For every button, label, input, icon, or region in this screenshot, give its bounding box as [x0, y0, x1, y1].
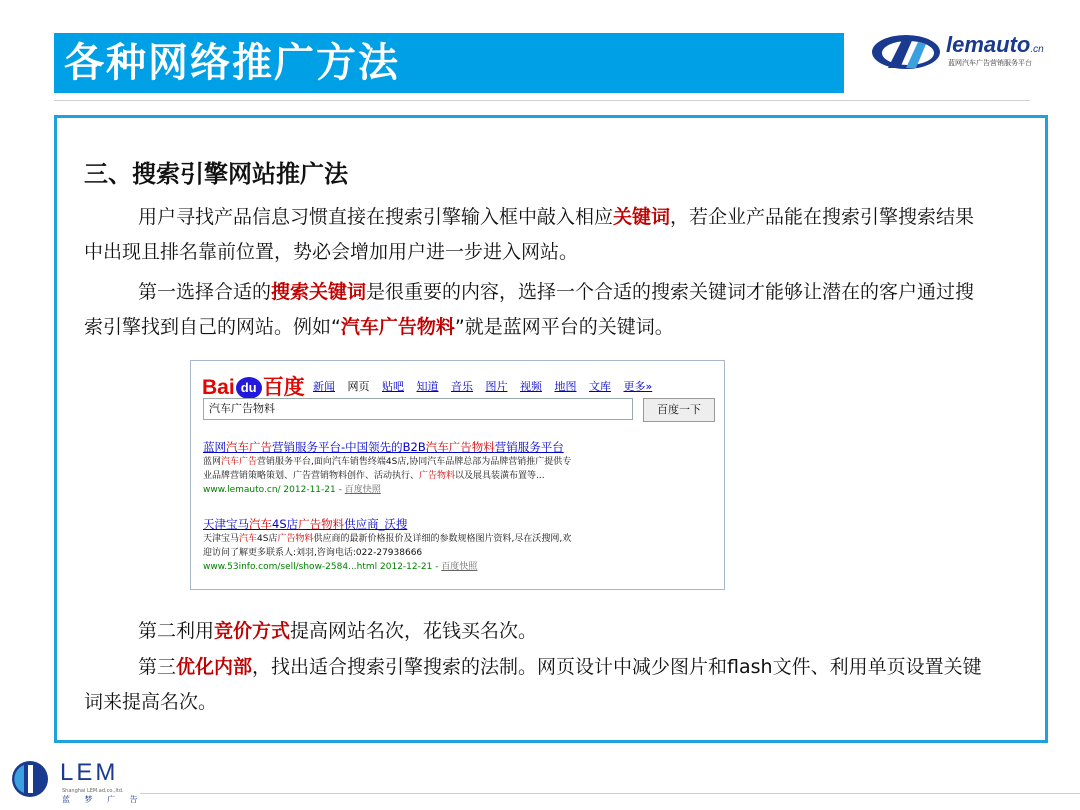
result-snippet: 业品牌营销策略策划、广告营销物料创作、活动执行、广告物料以及展具装潢布置等...: [203, 471, 545, 481]
lemauto-tagline: 蓝网汽车广告营销服务平台: [948, 59, 1032, 67]
highlight-search-keyword: 搜索关键词: [271, 281, 367, 303]
lemauto-logo: [870, 28, 1060, 78]
result-snippet: 天津宝马汽车4S店广告物料供应商的最新价格报价及详细的参数规格图片资料,尽在沃搜网,欢: [203, 534, 572, 544]
page-title: 各种网络推广方法: [64, 40, 400, 86]
search-result: [203, 516, 713, 574]
nav-tieba[interactable]: 贴吧: [382, 380, 404, 393]
lem-logo-icon: [10, 759, 50, 799]
title-bar: [54, 33, 844, 93]
result-title-link[interactable]: 蓝网汽车广告营销服务平台-中国领先的B2B汽车广告物料营销服务平台: [203, 440, 564, 454]
baidu-nav: [313, 378, 661, 394]
nav-web[interactable]: 网页: [347, 380, 370, 393]
search-result: [203, 439, 713, 497]
paragraph-keywords: 用户寻找产品信息习惯直接在搜索引擎输入框中敲入相应关键词，若企业产品能在搜索引擎搜索结果中出现且排名靠前位置，势必会增加用户进一步进入网站。: [84, 206, 975, 263]
search-button[interactable]: 百度一下: [643, 398, 715, 422]
baidu-logo: Bai du 百度: [202, 376, 305, 399]
result-snippet: 蓝网汽车广告营销服务平台,面向汽车销售终端4S店,协同汽车品牌总部为品牌营销推广提供专: [203, 457, 572, 467]
highlight-bidding: 竞价方式: [214, 620, 291, 642]
result-snippet: 迎访问了解更多联系人:刘羽,咨询电话:022-27938666: [203, 548, 423, 558]
lem-logo-text: LEM: [60, 759, 119, 786]
nav-music[interactable]: 音乐: [451, 380, 473, 393]
nav-images[interactable]: 图片: [485, 380, 508, 393]
nav-wenku[interactable]: 文库: [589, 380, 611, 393]
lem-logo-sub: Shanghai LEM.ad.co.,ltd.: [62, 788, 124, 794]
nav-news[interactable]: 新闻: [313, 380, 335, 393]
lem-logo: [10, 757, 144, 804]
result-title-link[interactable]: 天津宝马汽车4S店广告物料供应商_沃搜: [203, 517, 408, 531]
result-url: www.lemauto.cn/ 2012-11-21 - 百度快照: [203, 485, 381, 495]
paragraph-choose-keyword: 第一选择合适的搜索关键词是很重要的内容，选择一个合适的搜索关键词才能够让潜在的客户通过搜索引擎找到自己的网站。例如“汽车广告物料”就是蓝网平台的关键词。: [84, 281, 975, 338]
footer-divider: [140, 793, 1080, 794]
highlight-example-keyword: 汽车广告物料: [340, 316, 455, 338]
lemauto-logo-icon: [870, 28, 942, 72]
search-input[interactable]: 汽车广告物料: [203, 398, 633, 420]
lemauto-brand-name: lemauto.cn: [946, 32, 1044, 57]
result-url: www.53info.com/sell/show-2584...html 2012-12-21 - 百度快照: [203, 562, 478, 572]
paragraph-optimize: 第三优化内部，找出适合搜索引擎搜索的法制。网页设计中减少图片和flash文件、利用单页设置关键词来提高名次。: [84, 656, 982, 713]
nav-zhidao[interactable]: 知道: [416, 380, 439, 393]
highlight-optimize: 优化内部: [176, 656, 253, 678]
nav-map[interactable]: 地图: [554, 380, 577, 393]
cache-link[interactable]: 百度快照: [344, 485, 381, 495]
cache-link[interactable]: 百度快照: [441, 562, 478, 572]
lem-logo-cn: 蓝 梦 广 告: [62, 795, 144, 804]
title-divider: [54, 100, 1030, 101]
section-title: 三、搜索引擎网站推广法: [84, 160, 348, 188]
nav-more[interactable]: 更多»: [623, 380, 653, 393]
highlight-keyword: 关键词: [613, 206, 671, 228]
nav-video[interactable]: 视频: [520, 380, 542, 393]
paragraph-bidding: 第二利用竞价方式提高网站名次，花钱买名次。: [138, 620, 538, 642]
baidu-screenshot: [190, 360, 725, 590]
